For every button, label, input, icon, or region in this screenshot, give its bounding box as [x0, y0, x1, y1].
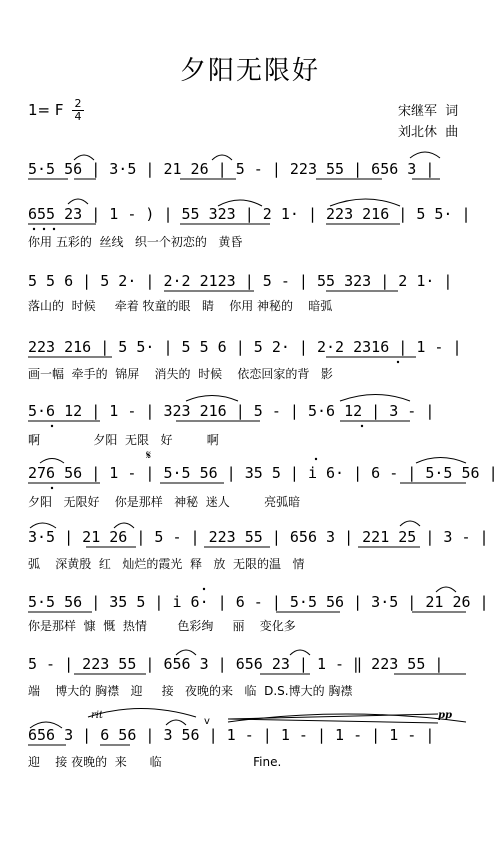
- time-sig-bottom: 4: [74, 110, 82, 123]
- score-row-10-notes: 656 3 | 6 56 | 3 56 | 1 - | 1 - | 1 - | 1 - |: [28, 726, 435, 744]
- octave-dot: [203, 588, 205, 590]
- score-row-9-lyrics: 端 博大的 胸襟 迎 接 夜晚的来 临 D.S.博大的 胸襟: [28, 684, 353, 698]
- pianissimo-mark: pp: [438, 710, 452, 721]
- slur-arc: [68, 199, 88, 204]
- score-row-3-notes: 5 5 6 | 5 2· | 2·2 2123 | 5 - | 55 323 | 2 1· |: [28, 272, 453, 290]
- octave-dot: [53, 228, 55, 230]
- octave-dot: [51, 425, 53, 427]
- lyricist-credit: 宋继军 词: [398, 104, 459, 119]
- slur-arc: [410, 152, 440, 158]
- slur-arc: [400, 521, 420, 526]
- score-row-2-lyrics: 你用 五彩的 丝线 织一个初恋的 黄昏: [28, 235, 243, 249]
- octave-dot: [51, 487, 53, 489]
- score-row-7-lyrics: 弧 深黄殷 红 灿烂的霞光 释 放 无限的温 情: [28, 557, 305, 571]
- slur-arc: [290, 650, 310, 655]
- score-row-2-notes: 655 23 | 1 - ) | 55 323 | 2 1· | 223 216 | 5 5· |: [28, 205, 471, 223]
- octave-dot: [397, 361, 399, 363]
- score-row-10-lyrics: 迎 接 夜晚的 来 临 Fine.: [28, 755, 282, 769]
- slur-arc: [30, 523, 56, 528]
- breath-mark: v: [204, 716, 210, 727]
- slur-arc: [166, 720, 186, 725]
- dynamic-hairpin: [228, 719, 438, 723]
- score-row-6-notes: 276 56 | 1 - | 5·5 56 | 35 5 | i 6· | 6 - | 5·5 56 |: [28, 464, 498, 482]
- slur-arc: [176, 650, 196, 655]
- octave-dot: [33, 228, 35, 230]
- score-row-6-lyrics: 夕阳 无限好 你是那样 神秘 迷人 亮弧暗: [28, 495, 301, 509]
- score-row-5-lyrics: 啊 夕阳 无限 好 啊: [28, 433, 219, 447]
- segno-mark: 𝄋: [146, 448, 152, 462]
- time-sig-top: 2: [74, 97, 82, 110]
- octave-dot: [43, 228, 45, 230]
- composer-credit: 刘北休 曲: [398, 125, 459, 140]
- score-row-3-lyrics: 落山的 时候 牵着 牧童的眼 睛 你用 神秘的 暗弧: [28, 299, 333, 313]
- score-row-5-notes: 5·6 12 | 1 - | 323 216 | 5 - | 5·6 12 | 3 - |: [28, 402, 435, 420]
- slur-arc: [218, 200, 262, 206]
- slur-arc: [114, 523, 134, 528]
- slur-arc: [330, 199, 400, 206]
- slur-arc: [40, 459, 64, 464]
- slur-arc: [436, 587, 456, 592]
- slur-arc: [30, 722, 62, 728]
- score-row-8-notes: 5·5 56 | 35 5 | i 6· | 6 - | 5·5 56 | 3·5 | 21 26 |: [28, 593, 489, 611]
- slur-arc: [416, 458, 466, 464]
- score-row-1-notes: 5·5 56 | 3·5 | 21 26 | 5 - | 223 55 | 656 3 |: [28, 160, 435, 178]
- slur-arc: [212, 155, 232, 160]
- page-title: 夕阳无限好: [179, 56, 320, 86]
- score-row-7-notes: 3·5 | 21 26 | 5 - | 223 55 | 656 3 | 221 25 | 3 - |: [28, 528, 489, 546]
- score-row-4-notes: 223 216 | 5 5· | 5 5 6 | 5 2· | 2·2 2316 | 1 - |: [28, 338, 462, 356]
- score-row-9-notes: 5 - | 223 55 | 656 3 | 656 23 | 1 - ‖ 223 55 |: [28, 655, 444, 673]
- octave-dot: [361, 425, 363, 427]
- key-signature: 1= F: [28, 101, 64, 119]
- slur-arc: [74, 155, 94, 160]
- slur-arc: [186, 396, 238, 402]
- ritardando-mark: rit: [91, 710, 103, 721]
- score-row-4-lyrics: 画一幅 牵手的 锦屏 消失的 时候 依恋回家的背 影: [28, 367, 333, 381]
- slur-arc: [88, 709, 196, 718]
- octave-dot: [315, 458, 317, 460]
- slur-arc: [340, 395, 410, 402]
- score-row-8-lyrics: 你是那样 慷 慨 热情 色彩绚 丽 变化多: [28, 619, 296, 633]
